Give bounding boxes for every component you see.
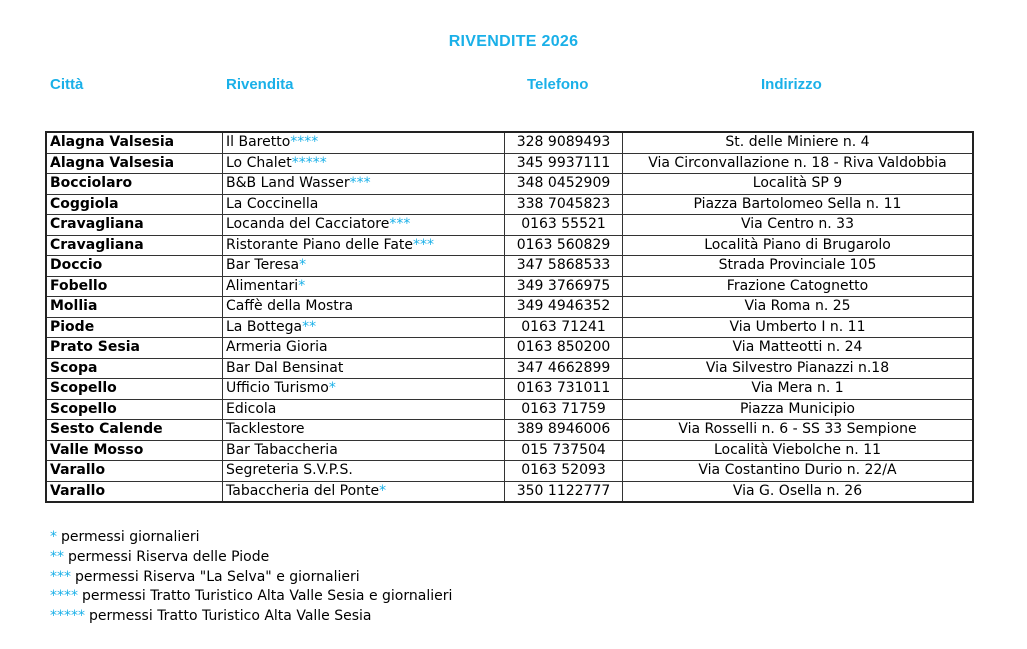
legend-item [50,548,452,568]
legend-item [50,607,452,627]
phone-cell: 0163 560829 [505,235,623,256]
shop-name: Il Baretto [226,134,291,151]
shop-cell [223,358,505,379]
shop-cell [223,256,505,277]
permit-stars: ***** [291,154,327,171]
permit-stars: *** [389,216,411,233]
table-row [46,440,973,461]
legend-stars: * [50,529,57,545]
table-row [46,194,973,215]
legend-text: permessi giornalieri [61,529,200,545]
city-cell: Scopello [46,379,223,400]
legend-item [50,587,452,607]
city-cell: Cravagliana [46,215,223,236]
permit-stars: * [328,380,336,397]
shop-cell [223,276,505,297]
shop-name: Armeria Gioria [226,339,328,356]
city-cell: Mollia [46,297,223,318]
city-cell: Alagna Valsesia [46,132,223,153]
table-row [46,358,973,379]
shop-cell [223,132,505,153]
shop-cell [223,215,505,236]
shop-cell [223,194,505,215]
table-row [46,153,973,174]
table-row [46,297,973,318]
legend-item [50,528,452,548]
city-cell: Piode [46,317,223,338]
city-cell: Bocciolaro [46,174,223,195]
phone-cell: 349 3766975 [505,276,623,297]
shop-cell [223,399,505,420]
city-cell: Coggiola [46,194,223,215]
table-row [46,317,973,338]
table-row [46,276,973,297]
permit-stars: **** [290,134,319,151]
legend-text: permessi Riserva delle Piode [68,548,270,565]
table-row [46,256,973,277]
legend-stars: *** [50,568,71,585]
shop-name: La Bottega [226,318,303,335]
address-cell: Località Viebolche n. 11 [623,440,974,461]
address-cell: Via Matteotti n. 24 [623,338,974,359]
phone-cell: 350 1122777 [505,481,623,502]
shop-cell [223,153,505,174]
phone-cell: 348 0452909 [505,174,623,195]
address-cell: Via Roma n. 25 [623,297,974,318]
shop-cell [223,297,505,318]
city-cell: Fobello [46,276,223,297]
city-cell: Varallo [46,481,223,502]
table-row [46,379,973,400]
shop-name: Ristorante Piano delle Fate [226,236,414,253]
shop-name: Ufficio Turismo [226,380,329,397]
address-cell: Via Rosselli n. 6 - SS 33 Sempione [623,420,974,441]
header-shop: Rivendita [226,76,294,93]
header-address: Indirizzo [761,76,822,93]
address-cell: Località Piano di Brugarolo [623,235,974,256]
city-cell: Scopello [46,399,223,420]
phone-cell: 0163 55521 [505,215,623,236]
city-cell: Prato Sesia [46,338,223,359]
shop-name: Locanda del Cacciatore [226,216,390,233]
address-cell: Via Mera n. 1 [623,379,974,400]
table-row [46,235,973,256]
legend-item [50,568,452,588]
phone-cell: 0163 71759 [505,399,623,420]
phone-cell: 349 4946352 [505,297,623,318]
legend-stars: ** [50,548,64,565]
address-cell: Via G. Osella n. 26 [623,481,974,502]
shop-cell [223,317,505,338]
table-row [46,461,973,482]
city-cell: Alagna Valsesia [46,153,223,174]
shop-cell [223,338,505,359]
phone-cell: 338 7045823 [505,194,623,215]
city-cell: Cravagliana [46,235,223,256]
address-cell: Località SP 9 [623,174,974,195]
permit-stars: *** [413,236,435,253]
address-cell: Via Silvestro Pianazzi n.18 [623,358,974,379]
shop-name: Bar Tabaccheria [226,441,338,458]
shop-name: Caffè della Mostra [226,298,354,315]
phone-cell: 347 5868533 [505,256,623,277]
shops-table [45,131,974,503]
city-cell: Scopa [46,358,223,379]
shop-cell [223,420,505,441]
shop-cell [223,379,505,400]
permit-stars: * [379,482,387,499]
city-cell: Valle Mosso [46,440,223,461]
phone-cell: 345 9937111 [505,153,623,174]
table-row [46,420,973,441]
legend-text: permessi Tratto Turistico Alta Valle Sesia e giornalieri [82,588,453,605]
address-cell: Via Costantino Durio n. 22/A [623,461,974,482]
header-phone: Telefono [527,76,589,93]
page-title: RIVENDITE 2026 [448,33,579,50]
legend-stars: **** [50,588,78,605]
phone-cell: 328 9089493 [505,132,623,153]
phone-cell: 0163 731011 [505,379,623,400]
shop-name: Lo Chalet [226,154,292,171]
table-row [46,132,973,153]
shop-name: Tabaccheria del Ponte [226,482,380,499]
legend-text: permessi Riserva "La Selva" e giornalieri [75,568,360,585]
shop-cell [223,461,505,482]
address-cell: St. delle Miniere n. 4 [623,132,974,153]
phone-cell: 0163 52093 [505,461,623,482]
permit-stars: *** [349,175,371,192]
phone-cell: 015 737504 [505,440,623,461]
address-cell: Via Umberto I n. 11 [623,317,974,338]
phone-cell: 389 8946006 [505,420,623,441]
city-cell: Varallo [46,461,223,482]
table-row [46,481,973,502]
shop-name: Alimentari [226,277,299,294]
shop-name: Edicola [226,400,277,417]
address-cell: Piazza Bartolomeo Sella n. 11 [623,194,974,215]
legend [50,528,452,627]
legend-text: permessi Tratto Turistico Alta Valle Sesia [89,608,372,625]
shop-name: Segreteria S.V.P.S. [226,462,353,479]
shop-cell [223,174,505,195]
address-cell: Frazione Catognetto [623,276,974,297]
table-row [46,338,973,359]
phone-cell: 0163 850200 [505,338,623,359]
table-row [46,399,973,420]
shop-cell [223,235,505,256]
shop-name: La Coccinella [226,195,319,212]
permit-stars: * [299,257,307,274]
shop-cell [223,481,505,502]
legend-stars: ***** [50,608,85,625]
permit-stars: * [298,277,306,294]
address-cell: Piazza Municipio [623,399,974,420]
shop-name: Bar Teresa [226,257,300,274]
address-cell: Via Centro n. 33 [623,215,974,236]
header-city: Città [50,76,84,93]
city-cell: Sesto Calende [46,420,223,441]
phone-cell: 0163 71241 [505,317,623,338]
shop-name: Tacklestore [226,421,305,438]
shop-name: B&B Land Wasser [226,175,350,192]
table-row [46,174,973,195]
permit-stars: ** [302,318,317,335]
table-row [46,215,973,236]
address-cell: Strada Provinciale 105 [623,256,974,277]
shop-cell [223,440,505,461]
city-cell: Doccio [46,256,223,277]
phone-cell: 347 4662899 [505,358,623,379]
shop-name: Bar Dal Bensinat [226,359,344,376]
address-cell: Via Circonvallazione n. 18 - Riva Valdobbia [623,153,974,174]
